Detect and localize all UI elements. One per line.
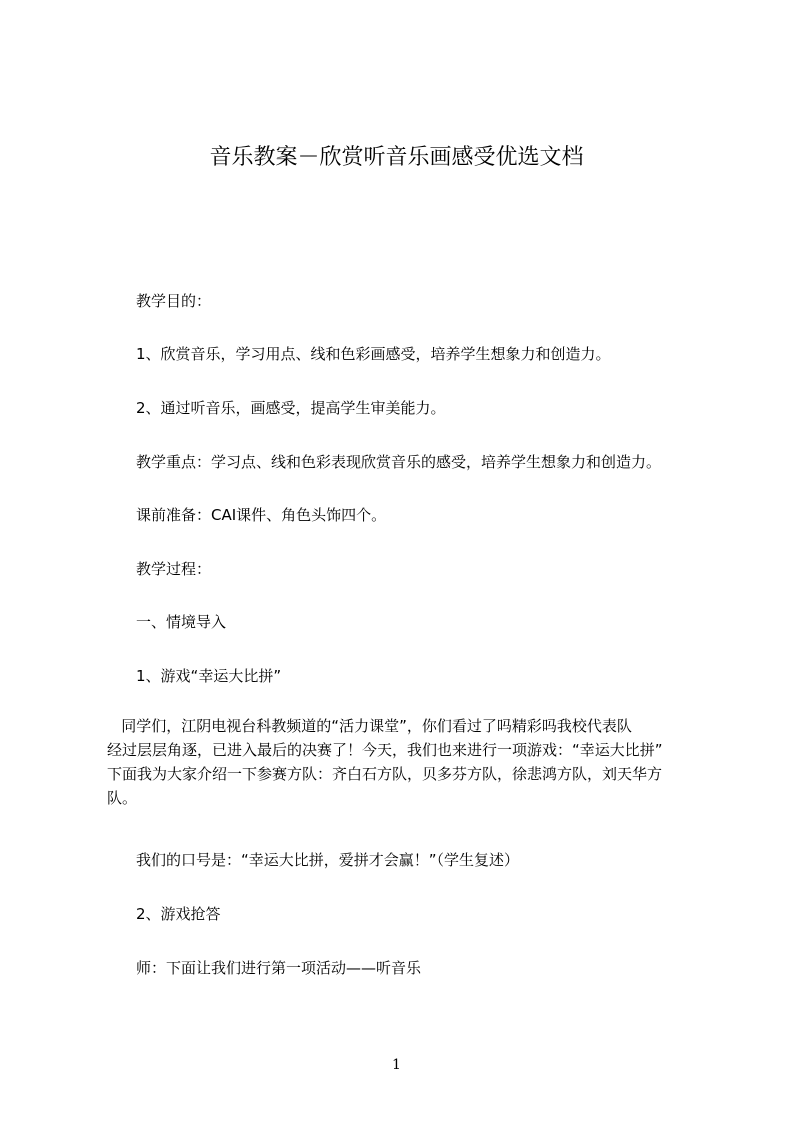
- text-line-game-1: 1、游戏“幸运大比拼”: [136, 667, 282, 685]
- text-line-goal-1: 1、欣赏音乐，学习用点、线和色彩画感受，培养学生想象力和创造力。: [136, 345, 611, 363]
- paragraph-introduction: [107, 714, 707, 810]
- text-line-section-1: 一、情境导入: [136, 613, 227, 631]
- paragraph-line: 队。: [107, 789, 138, 807]
- text-line-teaching-goal-heading: 教学目的：: [136, 292, 212, 310]
- paragraph-line: 经过层层角逐，已进入最后的决赛了！今天，我们也来进行一项游戏：“幸运大比拼”: [107, 741, 663, 759]
- text-line-game-2: 2、游戏抢答: [136, 905, 221, 923]
- text-line-key-points: 教学重点：学习点、线和色彩表现欣赏音乐的感受，培养学生想象力和创造力。: [136, 453, 662, 471]
- text-line-slogan: 我们的口号是：“幸运大比拼，爱拼才会赢！”（学生复述）: [136, 851, 520, 869]
- page-number: 1: [392, 1057, 401, 1073]
- text-line-process-heading: 教学过程：: [136, 560, 212, 578]
- paragraph-line: 下面我为大家介绍一下参赛方队：齐白石方队，贝多芬方队，徐悲鸿方队，刘天华方: [107, 765, 663, 783]
- text-line-teacher: 师：下面让我们进行第一项活动——听音乐: [136, 959, 422, 977]
- paragraph-line: 同学们，江阴电视台科教频道的“活力课堂”，你们看过了吗精彩吗我校代表队: [107, 717, 632, 735]
- document-title: 音乐教案－欣赏听音乐画感受优选文档: [209, 145, 584, 170]
- text-line-goal-2: 2、通过听音乐，画感受，提高学生审美能力。: [136, 399, 446, 417]
- text-line-preparation: 课前准备：CAI课件、角色头饰四个。: [136, 506, 387, 524]
